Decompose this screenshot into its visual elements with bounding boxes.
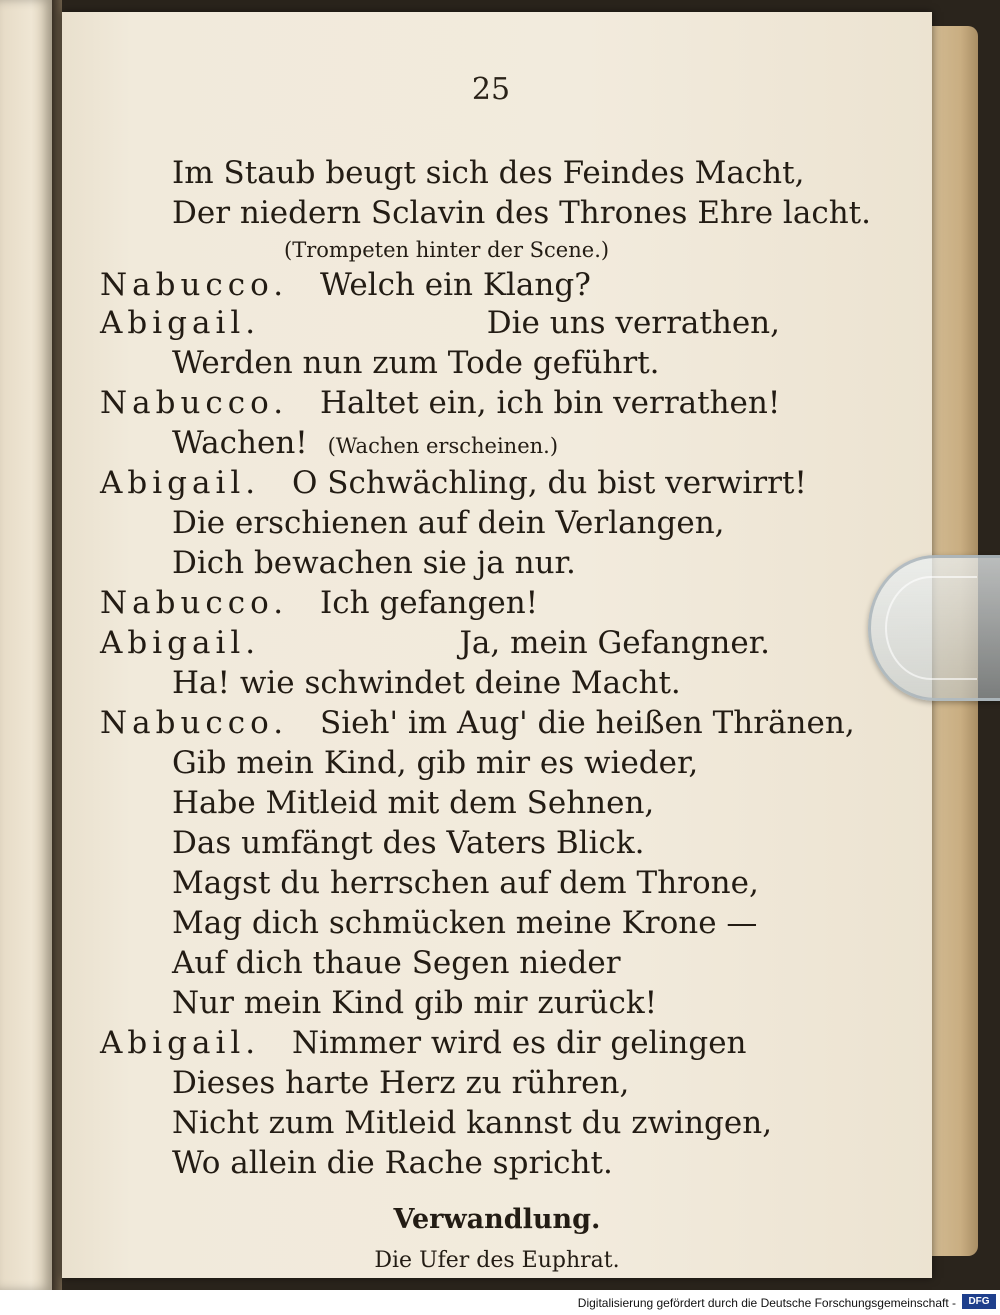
book-page (62, 12, 932, 1278)
scene-heading: Verwandlung. (393, 1204, 601, 1235)
speaker-name: Abigail. (100, 305, 261, 341)
speech-text: Welch ein Klang? (319, 267, 591, 303)
verse-line: Ha! wie schwindet deine Macht. (172, 665, 681, 701)
previous-page-edge (0, 0, 52, 1290)
verse-line: Der niedern Sclavin des Thrones Ehre lacht. (172, 195, 871, 231)
speech-text: Sieh' im Aug' die heißen Thränen, (319, 705, 855, 741)
speech-text: Nimmer wird es dir gelingen (292, 1025, 747, 1061)
verse-line: Werden nun zum Tode geführt. (172, 345, 660, 381)
speaker-name: Nabucco. (100, 585, 289, 621)
digitization-footer (0, 1290, 1000, 1315)
speech-line (100, 705, 855, 741)
stage-direction: (Wachen erscheinen.) (327, 434, 559, 458)
speaker-name: Nabucco. (100, 385, 289, 421)
dfg-logo: DFG (962, 1294, 996, 1309)
speech-line (100, 267, 591, 303)
speech-text: Haltet ein, ich bin verrathen! (319, 385, 781, 421)
speech-text: Ja, mein Gefangner. (459, 625, 770, 661)
speech-line (100, 1025, 747, 1061)
verse-line: Wo allein die Rache spricht. (172, 1145, 613, 1181)
speech-line (100, 625, 770, 661)
speech-text: O Schwächling, du bist verwirrt! (292, 465, 807, 501)
speaker-name: Nabucco. (100, 267, 289, 303)
verse-line: Dieses harte Herz zu rühren, (172, 1065, 630, 1101)
page-number: 25 (471, 72, 511, 107)
speech-line (100, 305, 780, 341)
verse-line: Mag dich schmücken meine Krone — (172, 905, 758, 941)
speech-text: Ich gefangen! (319, 585, 539, 621)
speaker-name: Abigail. (100, 1025, 261, 1061)
verse-line: Gib mein Kind, gib mir es wieder, (172, 745, 699, 781)
verse-line-with-stage-direction (172, 425, 559, 461)
speaker-name: Abigail. (100, 465, 261, 501)
funding-credit: Digitalisierung gefördert durch die Deutsche Forschungsgemeinschaft - (577, 1296, 956, 1310)
verse-text: Wachen! (172, 425, 308, 461)
speaker-name: Abigail. (100, 625, 261, 661)
verse-line: Auf dich thaue Segen nieder (172, 945, 621, 981)
verse-line: Im Staub beugt sich des Feindes Macht, (172, 155, 805, 191)
verse-line: Magst du herrschen auf dem Throne, (172, 865, 759, 901)
stage-direction: (Trompeten hinter der Scene.) (284, 238, 610, 262)
book-gutter (52, 0, 62, 1290)
verse-line: Nur mein Kind gib mir zurück! (172, 985, 658, 1021)
verse-line: Nicht zum Mitleid kannst du zwingen, (172, 1105, 773, 1141)
speech-line (100, 385, 781, 421)
verse-line: Dich bewachen sie ja nur. (172, 545, 576, 581)
speech-text: Die uns verrathen, (486, 305, 780, 341)
verse-line: Die erschienen auf dein Verlangen, (172, 505, 725, 541)
speech-line (100, 465, 807, 501)
verse-line: Habe Mitleid mit dem Sehnen, (172, 785, 655, 821)
speaker-name: Nabucco. (100, 705, 289, 741)
page-clip (868, 555, 1000, 701)
speech-line (100, 585, 539, 621)
scene-setting: Die Ufer des Euphrat. (374, 1248, 620, 1273)
verse-line: Das umfängt des Vaters Blick. (172, 825, 645, 861)
